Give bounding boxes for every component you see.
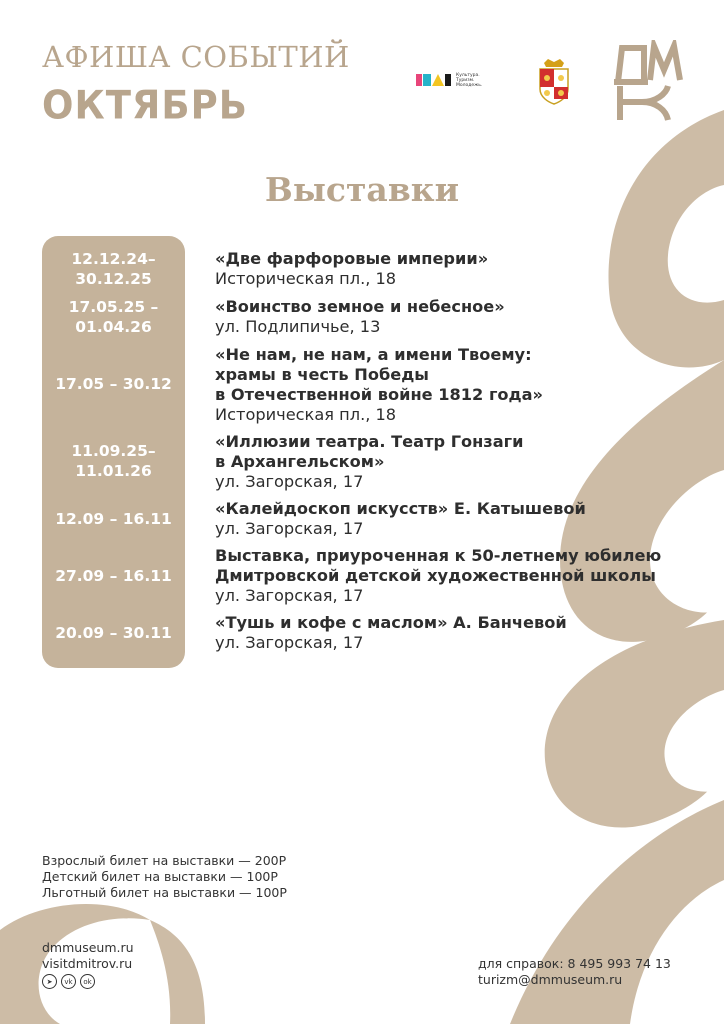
partner-logo: [416, 72, 482, 88]
event-date: 12.12.24– 30.12.25: [71, 250, 156, 288]
ticket-prices: [42, 853, 287, 901]
event-date: 12.09 – 16.11: [55, 510, 172, 528]
partner-logo-line-2: Туризм.: [456, 77, 475, 83]
event-address: Историческая пл., 18: [215, 405, 397, 424]
website-links: [42, 940, 134, 972]
event-date: 27.09 – 16.11: [55, 567, 172, 585]
event-title: «Иллюзии театра. Театр Гонзаги в Архангельском»: [215, 432, 524, 471]
telegram-icon[interactable]: ➤: [42, 974, 57, 989]
event-address: ул. Загорская, 17: [215, 586, 364, 605]
event-title: «Калейдоскоп искусств» Е. Катышевой: [215, 499, 586, 518]
price-reduced: Льготный билет на выставки — 100Р: [42, 885, 287, 900]
event-date: 20.09 – 30.11: [55, 624, 172, 642]
header-title: АФИША СОБЫТИЙ: [42, 40, 350, 74]
vk-icon[interactable]: vk: [61, 974, 76, 989]
section-title: Выставки: [264, 170, 460, 209]
website-link-dmmuseum[interactable]: dmmuseum.ru: [42, 940, 134, 955]
partner-logo-line-1: Культура.: [456, 72, 480, 78]
event-address: ул. Загорская, 17: [215, 519, 364, 538]
partner-logo-line-3: Молодежь.: [456, 82, 483, 88]
event-address: ул. Загорская, 17: [215, 472, 364, 491]
event-address: ул. Загорская, 17: [215, 633, 364, 652]
dm-museum-logo: [612, 40, 684, 126]
website-link-visitdmitrov[interactable]: visitdmitrov.ru: [42, 956, 133, 971]
phone-line: для справок: 8 495 993 74 13: [478, 956, 671, 971]
event-date: 11.09.25– 11.01.26: [71, 442, 156, 480]
price-child: Детский билет на выставки — 100Р: [42, 869, 278, 884]
event-date: 17.05.25 – 01.04.26: [68, 298, 159, 336]
event-address: Историческая пл., 18: [215, 269, 397, 288]
email-link[interactable]: turizm@dmmuseum.ru: [478, 972, 623, 987]
kta-logo-icon: [416, 72, 452, 88]
coat-of-arms-icon: [536, 57, 572, 105]
event-title: «Не нам, не нам, а имени Твоему: храмы в честь Победы в Отечественной войне 1812 года»: [215, 345, 543, 404]
event-title: «Две фарфоровые империи»: [215, 249, 489, 268]
odnoklassniki-icon[interactable]: ok: [80, 974, 95, 989]
social-links: [42, 974, 95, 989]
event-title: «Воинство земное и небесное»: [215, 297, 505, 316]
price-adult: Взрослый билет на выставки — 200Р: [42, 853, 287, 868]
event-title: Выставка, приуроченная к 50-летнему юбилею Дмитровской детской художественной школы: [215, 546, 662, 585]
event-address: ул. Подлипичье, 13: [215, 317, 381, 336]
event-title: «Тушь и кофе с маслом» А. Банчевой: [215, 613, 567, 632]
event-date: 17.05 – 30.12: [55, 375, 172, 393]
header-month: ОКТЯБРЬ: [42, 82, 248, 129]
contact-info: [478, 956, 671, 988]
